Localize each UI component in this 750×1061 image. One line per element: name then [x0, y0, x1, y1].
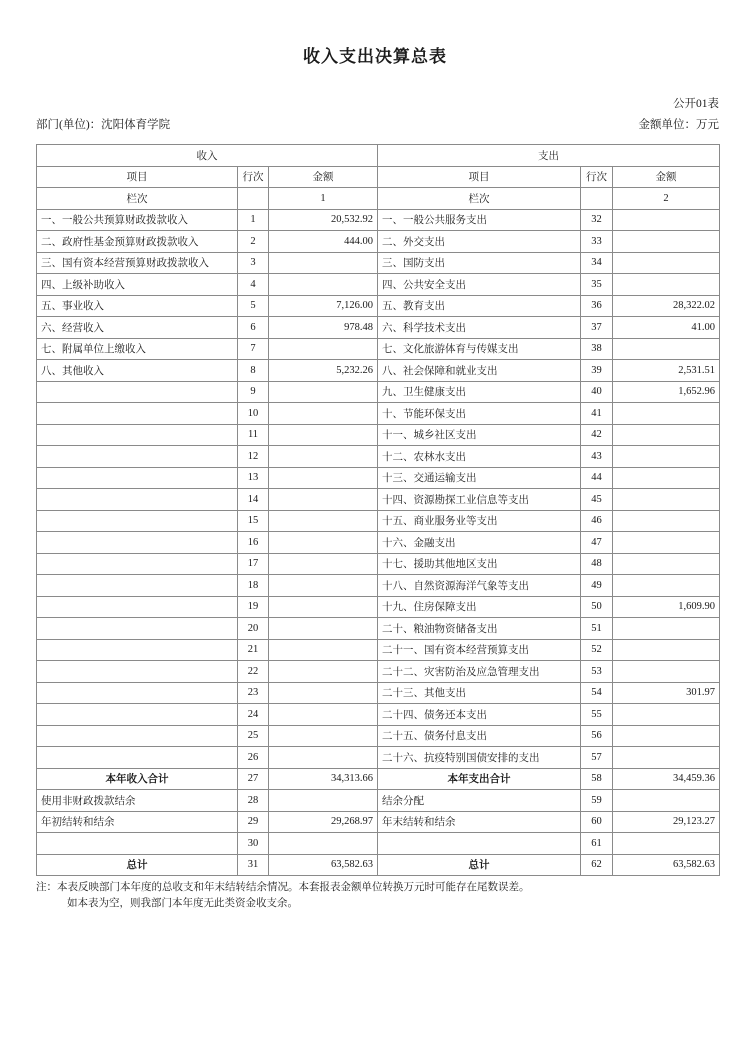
income-line-cell: 10	[238, 403, 269, 425]
income-item-cell	[37, 747, 238, 769]
income-line-cell: 21	[238, 639, 269, 661]
income-line-cell: 8	[238, 360, 269, 382]
expense-amount-cell	[613, 532, 720, 554]
expense-line-cell: 35	[581, 274, 613, 296]
table-row	[37, 704, 720, 726]
income-line-cell: 3	[238, 252, 269, 274]
income-item-cell: 八、其他收入	[37, 360, 238, 382]
income-line-cell: 22	[238, 661, 269, 683]
income-item-cell	[37, 553, 238, 575]
expense-item-cell: 十二、农林水支出	[378, 446, 581, 468]
table-row	[37, 317, 720, 339]
income-item-cell: 七、附属单位上缴收入	[37, 338, 238, 360]
income-line-cell: 14	[238, 489, 269, 511]
income-line-cell: 11	[238, 424, 269, 446]
table-row	[37, 446, 720, 468]
income-line-cell: 28	[238, 790, 269, 812]
expense-column-index-label: 栏次	[378, 188, 581, 210]
expense-item-cell: 二、外交支出	[378, 231, 581, 253]
expense-amount-cell	[613, 403, 720, 425]
table-row	[37, 682, 720, 704]
income-amount-cell	[269, 532, 378, 554]
expense-amount-cell	[613, 725, 720, 747]
expense-item-cell: 二十二、灾害防治及应急管理支出	[378, 661, 581, 683]
income-item-header: 项目	[37, 166, 238, 188]
expense-line-cell: 62	[581, 854, 613, 876]
income-column-index-label: 栏次	[37, 188, 238, 210]
expense-line-cell: 51	[581, 618, 613, 640]
table-code: 公开01表	[673, 98, 719, 110]
table-row	[37, 231, 720, 253]
table-row	[37, 811, 720, 833]
expense-line-cell: 41	[581, 403, 613, 425]
expense-amount-cell: 1,609.90	[613, 596, 720, 618]
table-row	[37, 725, 720, 747]
expense-line-cell: 38	[581, 338, 613, 360]
expense-line-cell: 33	[581, 231, 613, 253]
income-item-cell	[37, 639, 238, 661]
income-item-cell	[37, 532, 238, 554]
expense-line-cell: 57	[581, 747, 613, 769]
expense-line-cell: 49	[581, 575, 613, 597]
expense-line-header: 行次	[581, 166, 613, 188]
expense-item-cell: 十、节能环保支出	[378, 403, 581, 425]
income-line-cell: 1	[238, 209, 269, 231]
table-row	[37, 747, 720, 769]
expense-amount-cell	[613, 209, 720, 231]
expense-item-cell: 五、教育支出	[378, 295, 581, 317]
income-item-cell	[37, 403, 238, 425]
final-accounts-table	[36, 144, 720, 876]
expense-line-cell: 58	[581, 768, 613, 790]
expense-line-cell: 44	[581, 467, 613, 489]
expense-item-cell: 十六、金融支出	[378, 532, 581, 554]
expense-item-cell: 二十六、抗疫特别国债安排的支出	[378, 747, 581, 769]
expense-item-cell: 二十、粮油物资储备支出	[378, 618, 581, 640]
income-amount-cell	[269, 618, 378, 640]
income-item-cell	[37, 467, 238, 489]
expense-item-cell: 年末结转和结余	[378, 811, 581, 833]
income-line-cell: 29	[238, 811, 269, 833]
column-index-row	[37, 188, 720, 210]
expense-line-cell: 48	[581, 553, 613, 575]
income-line-blank	[238, 188, 269, 210]
expense-item-cell: 八、社会保障和就业支出	[378, 360, 581, 382]
table-row	[37, 338, 720, 360]
expense-amount-cell	[613, 639, 720, 661]
expense-item-cell: 四、公共安全支出	[378, 274, 581, 296]
expense-line-cell: 59	[581, 790, 613, 812]
expense-line-cell: 54	[581, 682, 613, 704]
expense-amount-cell	[613, 575, 720, 597]
table-row	[37, 790, 720, 812]
table-row	[37, 360, 720, 382]
income-line-cell: 27	[238, 768, 269, 790]
income-line-cell: 19	[238, 596, 269, 618]
expense-item-cell: 本年支出合计	[378, 768, 581, 790]
table-row	[37, 596, 720, 618]
income-amount-cell	[269, 252, 378, 274]
expense-item-cell: 二十一、国有资本经营预算支出	[378, 639, 581, 661]
expense-line-cell: 53	[581, 661, 613, 683]
income-item-cell: 总计	[37, 854, 238, 876]
expense-line-cell: 55	[581, 704, 613, 726]
income-amount-cell	[269, 747, 378, 769]
expense-amount-cell: 2,531.51	[613, 360, 720, 382]
income-line-header: 行次	[238, 166, 269, 188]
income-line-cell: 20	[238, 618, 269, 640]
expense-line-cell: 43	[581, 446, 613, 468]
income-line-cell: 12	[238, 446, 269, 468]
expense-amount-cell	[613, 338, 720, 360]
column-header-row	[37, 166, 720, 188]
expense-amount-cell: 301.97	[613, 682, 720, 704]
expense-amount-cell	[613, 274, 720, 296]
expense-line-cell: 45	[581, 489, 613, 511]
income-amount-cell	[269, 424, 378, 446]
income-line-cell: 25	[238, 725, 269, 747]
income-line-cell: 15	[238, 510, 269, 532]
income-item-cell: 一、一般公共预算财政拨款收入	[37, 209, 238, 231]
expense-item-cell: 十七、援助其他地区支出	[378, 553, 581, 575]
table-row	[37, 639, 720, 661]
income-amount-cell	[269, 661, 378, 683]
meta-line	[36, 116, 719, 134]
table-header	[37, 145, 720, 210]
income-item-cell: 五、事业收入	[37, 295, 238, 317]
table-row	[37, 575, 720, 597]
income-amount-cell: 7,126.00	[269, 295, 378, 317]
income-amount-cell	[269, 381, 378, 403]
income-amount-cell	[269, 704, 378, 726]
table-row	[37, 209, 720, 231]
table-row	[37, 661, 720, 683]
income-item-cell: 使用非财政拨款结余	[37, 790, 238, 812]
group-header-row	[37, 145, 720, 167]
income-item-cell	[37, 661, 238, 683]
expense-line-cell: 60	[581, 811, 613, 833]
income-group-header: 收入	[37, 145, 378, 167]
income-item-cell	[37, 704, 238, 726]
expense-item-cell: 十八、自然资源海洋气象等支出	[378, 575, 581, 597]
income-amount-cell	[269, 489, 378, 511]
expense-amount-cell: 29,123.27	[613, 811, 720, 833]
expense-item-cell: 二十三、其他支出	[378, 682, 581, 704]
expense-amount-cell: 63,582.63	[613, 854, 720, 876]
expense-column-index: 2	[613, 188, 720, 210]
income-line-cell: 26	[238, 747, 269, 769]
expense-amount-cell	[613, 661, 720, 683]
expense-line-cell: 39	[581, 360, 613, 382]
income-line-cell: 24	[238, 704, 269, 726]
expense-item-cell: 九、卫生健康支出	[378, 381, 581, 403]
table-row	[37, 553, 720, 575]
table-row	[37, 854, 720, 876]
unit-label: 金额单位：万元	[638, 119, 719, 131]
expense-amount-cell	[613, 424, 720, 446]
expense-amount-cell	[613, 252, 720, 274]
income-amount-cell	[269, 790, 378, 812]
footnote-line-2: 如本表为空，则我部门本年度无此类资金收支余。	[67, 898, 298, 909]
expense-amount-cell	[613, 467, 720, 489]
expense-amount-cell	[613, 704, 720, 726]
expense-line-cell: 32	[581, 209, 613, 231]
expense-amount-cell	[613, 790, 720, 812]
income-item-cell	[37, 725, 238, 747]
income-item-cell: 三、国有资本经营预算财政拨款收入	[37, 252, 238, 274]
table-row	[37, 489, 720, 511]
table-row	[37, 295, 720, 317]
department-label: 部门(单位)：沈阳体育学院	[36, 119, 171, 131]
expense-amount-cell	[613, 747, 720, 769]
income-line-cell: 31	[238, 854, 269, 876]
income-amount-cell	[269, 446, 378, 468]
income-amount-cell	[269, 403, 378, 425]
expense-line-cell: 34	[581, 252, 613, 274]
expense-amount-cell: 34,459.36	[613, 768, 720, 790]
income-item-cell: 六、经营收入	[37, 317, 238, 339]
expense-line-cell: 56	[581, 725, 613, 747]
income-line-cell: 30	[238, 833, 269, 855]
table-row	[37, 252, 720, 274]
income-item-cell	[37, 489, 238, 511]
income-line-cell: 23	[238, 682, 269, 704]
income-line-cell: 9	[238, 381, 269, 403]
income-amount-cell	[269, 575, 378, 597]
expense-item-cell: 二十四、债务还本支出	[378, 704, 581, 726]
expense-item-cell: 一、一般公共服务支出	[378, 209, 581, 231]
income-amount-cell	[269, 553, 378, 575]
income-item-cell	[37, 596, 238, 618]
footnote-line-1: 注：本表反映部门本年度的总收支和年末结转结余情况。本套报表金额单位转换万元时可能存在尾数误差。	[36, 882, 530, 893]
income-column-index: 1	[269, 188, 378, 210]
expense-line-cell: 42	[581, 424, 613, 446]
income-item-cell	[37, 446, 238, 468]
expense-item-cell: 总计	[378, 854, 581, 876]
expense-line-cell: 50	[581, 596, 613, 618]
income-amount-header: 金额	[269, 166, 378, 188]
income-item-cell	[37, 424, 238, 446]
income-line-cell: 4	[238, 274, 269, 296]
expense-item-cell	[378, 833, 581, 855]
expense-group-header: 支出	[378, 145, 720, 167]
table-row	[37, 510, 720, 532]
expense-item-cell: 十九、住房保障支出	[378, 596, 581, 618]
expense-amount-cell	[613, 553, 720, 575]
expense-amount-header: 金额	[613, 166, 720, 188]
income-amount-cell	[269, 596, 378, 618]
income-amount-cell	[269, 725, 378, 747]
income-line-cell: 7	[238, 338, 269, 360]
income-line-cell: 2	[238, 231, 269, 253]
income-item-cell	[37, 510, 238, 532]
expense-item-cell: 十一、城乡社区支出	[378, 424, 581, 446]
income-line-cell: 16	[238, 532, 269, 554]
income-line-cell: 18	[238, 575, 269, 597]
income-item-cell	[37, 682, 238, 704]
income-amount-cell: 63,582.63	[269, 854, 378, 876]
table-row	[37, 768, 720, 790]
income-amount-cell: 29,268.97	[269, 811, 378, 833]
expense-item-cell: 二十五、债务付息支出	[378, 725, 581, 747]
expense-line-cell: 46	[581, 510, 613, 532]
expense-amount-cell	[613, 618, 720, 640]
content-area	[36, 96, 719, 912]
expense-line-blank	[581, 188, 613, 210]
expense-item-cell: 三、国防支出	[378, 252, 581, 274]
expense-item-header: 项目	[378, 166, 581, 188]
expense-amount-cell: 41.00	[613, 317, 720, 339]
expense-item-cell: 六、科学技术支出	[378, 317, 581, 339]
expense-line-cell: 47	[581, 532, 613, 554]
income-amount-cell	[269, 510, 378, 532]
table-row	[37, 381, 720, 403]
expense-item-cell: 七、文化旅游体育与传媒支出	[378, 338, 581, 360]
expense-item-cell: 十三、交通运输支出	[378, 467, 581, 489]
income-amount-cell	[269, 833, 378, 855]
income-amount-cell	[269, 682, 378, 704]
income-amount-cell: 20,532.92	[269, 209, 378, 231]
income-item-cell	[37, 833, 238, 855]
income-item-cell: 四、上级补助收入	[37, 274, 238, 296]
expense-amount-cell: 1,652.96	[613, 381, 720, 403]
expense-line-cell: 40	[581, 381, 613, 403]
income-line-cell: 17	[238, 553, 269, 575]
expense-line-cell: 52	[581, 639, 613, 661]
expense-item-cell: 十四、资源勘探工业信息等支出	[378, 489, 581, 511]
table-row	[37, 274, 720, 296]
income-amount-cell: 444.00	[269, 231, 378, 253]
income-amount-cell	[269, 639, 378, 661]
table-body	[37, 209, 720, 876]
income-amount-cell	[269, 467, 378, 489]
income-amount-cell: 5,232.26	[269, 360, 378, 382]
expense-amount-cell: 28,322.02	[613, 295, 720, 317]
expense-line-cell: 61	[581, 833, 613, 855]
income-amount-cell: 978.48	[269, 317, 378, 339]
income-amount-cell	[269, 274, 378, 296]
table-row	[37, 467, 720, 489]
expense-amount-cell	[613, 231, 720, 253]
expense-amount-cell	[613, 510, 720, 532]
income-line-cell: 5	[238, 295, 269, 317]
expense-item-cell: 结余分配	[378, 790, 581, 812]
income-item-cell	[37, 575, 238, 597]
income-line-cell: 6	[238, 317, 269, 339]
expense-amount-cell	[613, 446, 720, 468]
income-item-cell	[37, 618, 238, 640]
page-title: 收入支出决算总表	[303, 47, 447, 66]
table-row	[37, 403, 720, 425]
income-item-cell: 二、政府性基金预算财政拨款收入	[37, 231, 238, 253]
income-item-cell	[37, 381, 238, 403]
expense-amount-cell	[613, 489, 720, 511]
income-amount-cell: 34,313.66	[269, 768, 378, 790]
income-line-cell: 13	[238, 467, 269, 489]
table-row	[37, 618, 720, 640]
footnotes	[36, 880, 719, 912]
expense-amount-cell	[613, 833, 720, 855]
expense-item-cell: 十五、商业服务业等支出	[378, 510, 581, 532]
income-item-cell: 本年收入合计	[37, 768, 238, 790]
table-row	[37, 833, 720, 855]
income-amount-cell	[269, 338, 378, 360]
table-row	[37, 532, 720, 554]
expense-line-cell: 36	[581, 295, 613, 317]
expense-line-cell: 37	[581, 317, 613, 339]
income-item-cell: 年初结转和结余	[37, 811, 238, 833]
table-row	[37, 424, 720, 446]
